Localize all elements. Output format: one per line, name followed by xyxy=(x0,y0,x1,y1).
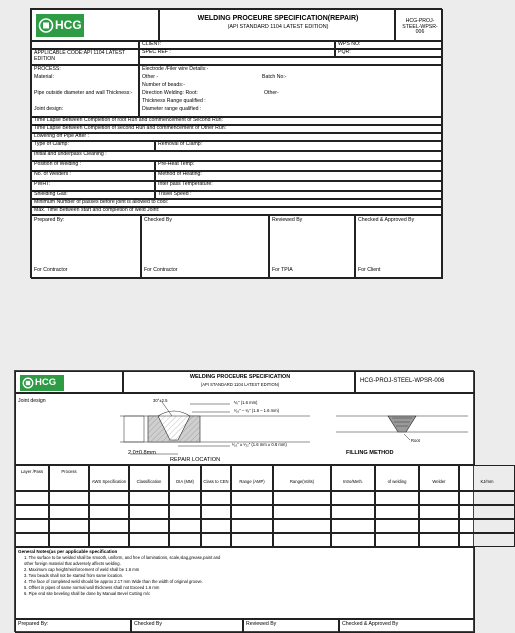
angle-label: 30°±2.5 xyxy=(153,398,168,403)
logo-text: HCG xyxy=(35,377,57,388)
time-lapse-second: Time Lapse Between Completion of second Run and commencement of Other Run: xyxy=(31,125,443,133)
hcg-logo-mark-icon xyxy=(22,377,34,389)
table-column-header: Classification xyxy=(129,465,169,491)
note-line: 4. The face of completed weld should be approx 2.17 mm Wide than the width of original groove. xyxy=(24,579,203,584)
blank-cell xyxy=(31,41,139,49)
table-cell xyxy=(419,491,459,505)
logo-cell xyxy=(15,371,123,393)
doc-code: HCG-PROJ-STEEL-WPSR-006 xyxy=(360,378,445,384)
table-cell xyxy=(169,533,201,547)
prepared-by-label: Prepared By: xyxy=(34,217,65,223)
table-cell xyxy=(201,533,231,547)
table-cell xyxy=(231,505,273,519)
batch-no-label: Batch No:- xyxy=(262,74,287,80)
table-cell xyxy=(459,519,515,533)
reviewed-by-label: Reviewed By xyxy=(272,217,303,223)
time-lapse-root: Time Lapse Between Completion of root Run and commencement of Second Run: xyxy=(31,117,443,125)
position-welding-label: Position of Welding : xyxy=(31,161,155,171)
checked-approved-by-label: Checked & Approved By xyxy=(339,619,475,633)
doc-code-cell xyxy=(355,371,475,393)
joint-design-area xyxy=(15,393,475,465)
table-cell xyxy=(89,533,129,547)
removal-clamp-label: Removal of Clamp: xyxy=(155,141,443,151)
table-cell xyxy=(375,533,419,547)
table-cell xyxy=(419,519,459,533)
table-column-header: of welding xyxy=(375,465,419,491)
table-cell xyxy=(459,505,515,519)
table-cell xyxy=(375,491,419,505)
prepared-by-cell xyxy=(31,215,141,279)
material-label: Material: xyxy=(34,74,54,80)
table-cell xyxy=(273,491,331,505)
table-column-header: KJ/mm xyxy=(459,465,515,491)
table-column-header: Range(Volts) xyxy=(273,465,331,491)
table-cell xyxy=(331,533,375,547)
checked-by-label: Checked By xyxy=(131,619,243,633)
max-time: Max. Time Between start and completion of weld Joint: xyxy=(31,207,443,215)
table-column-header: Range (AMP) xyxy=(231,465,273,491)
filling-method-label: FILLING METHOD xyxy=(346,450,394,456)
table-cell xyxy=(201,505,231,519)
pqr-label: PQR: xyxy=(335,49,443,57)
interpass-label: Inter pass Temperature: xyxy=(155,181,443,191)
beads-label: Number of beads:- xyxy=(142,82,185,88)
thickness-range-label: Thickness Range qualified : xyxy=(142,98,206,104)
hcg-logo xyxy=(36,14,84,37)
table-cell xyxy=(49,491,89,505)
table-cell xyxy=(331,519,375,533)
prepared-by-label: Prepared By: xyxy=(15,619,131,633)
electrode-label: Electrode /Filer wire Details:- xyxy=(142,66,209,72)
table-cell xyxy=(459,491,515,505)
table-cell xyxy=(331,491,375,505)
applicable-code: APPLICABLE CODE:API 1104 LATEST EDITION xyxy=(34,50,126,62)
table-cell xyxy=(201,519,231,533)
note-line: 5. Offset in pipes of same normal wall thickness shall not Exceed 1.6 mm xyxy=(24,585,160,590)
page-subtitle: (API STANDARD 1104 LATEST EDITION) xyxy=(227,24,329,30)
electrode-block xyxy=(139,65,443,117)
spec-ref-label: SPEC REF : xyxy=(139,49,335,57)
table-column-header: DIA (MM) xyxy=(169,465,201,491)
process-label: PROCESS: xyxy=(34,66,61,72)
table-column-header: Class to CEN xyxy=(201,465,231,491)
dim-d-label: 2.0±0.8mm xyxy=(128,450,156,456)
logo-cell xyxy=(31,9,159,41)
table-cell xyxy=(15,519,49,533)
checked-by-cell xyxy=(141,215,269,279)
reviewed-by-cell xyxy=(269,215,355,279)
type-clamp-label: Type of Clamp: xyxy=(31,141,155,151)
page-subtitle: (API STANDARD 1104 LATEST EDITION) xyxy=(200,382,280,387)
for-contractor-2: For Contractor xyxy=(144,267,178,273)
table-cell xyxy=(273,505,331,519)
table-cell xyxy=(231,519,273,533)
method-heating-label: Method of Heating: xyxy=(155,171,443,181)
table-cell xyxy=(169,519,201,533)
table-cell xyxy=(169,491,201,505)
hcg-logo xyxy=(20,375,64,391)
preheat-label: Pre-Heat Temp: xyxy=(155,161,443,171)
table-cell xyxy=(15,505,49,519)
joint-design-label: Joint design: xyxy=(34,106,64,112)
reviewed-by-label: Reviewed By xyxy=(243,619,339,633)
other2-label: Other- xyxy=(264,90,279,96)
note-line: other foreign material that adversely affects welding. xyxy=(24,561,121,566)
for-client: For Client xyxy=(358,267,381,273)
general-notes xyxy=(15,547,475,619)
lowering-off: Lowering off Pipe After : xyxy=(31,133,443,141)
table-cell xyxy=(459,533,515,547)
note-line: 3. Two beads shall not be started from same location. xyxy=(24,573,124,578)
table-cell xyxy=(201,491,231,505)
note-line: 6. Pipe end site beveling shall be done by Manual Bevel Cutting m/c xyxy=(24,591,151,596)
title-cell xyxy=(123,371,355,393)
direction-label: Direction Welding: Root: xyxy=(142,90,198,96)
doc-code-cell xyxy=(395,9,443,41)
shielding-gas-label: Shielding Gas: xyxy=(31,191,155,199)
joint-design-label: Joint design xyxy=(18,398,46,404)
initial-cleaning: Initial and underpass Cleaning : xyxy=(31,151,443,161)
table-cell xyxy=(129,505,169,519)
table-cell xyxy=(331,505,375,519)
blank-cell xyxy=(139,57,443,65)
table-cell xyxy=(273,533,331,547)
page-title: WELDING PROCEURE SPECIFICATION xyxy=(189,374,291,380)
title-cell xyxy=(159,9,395,41)
note-line: 1. The surface to be welded shall be smooth, uniform, and free of laminations, scale,slag,grease,paint and xyxy=(24,555,221,560)
table-header-row xyxy=(15,465,494,491)
wps-page-2 xyxy=(14,370,494,632)
table-cell xyxy=(169,505,201,519)
table-cell xyxy=(375,519,419,533)
dim-c-label: ¹⁄₁₆″ ± ¹⁄₃₂″ (1.6 mm ± 0.8 mm) xyxy=(232,442,287,447)
table-cell xyxy=(49,533,89,547)
table-column-header: AWS Specification xyxy=(89,465,129,491)
table-column-header: Intro/Meth. xyxy=(331,465,375,491)
dim-a-label: ⅙″ (1.6 mm) xyxy=(234,400,258,405)
table-column-header: Process xyxy=(49,465,89,491)
table-column-header: Layer /Pass xyxy=(15,465,49,491)
checked-approved-by-cell xyxy=(355,215,443,279)
table-cell xyxy=(49,519,89,533)
client-label: CLIENT: xyxy=(139,41,335,49)
pwht-label: PWHT: xyxy=(31,181,155,191)
diameter-range-label: Diameter range qualified : xyxy=(142,106,202,112)
table-cell xyxy=(15,491,49,505)
table-cell xyxy=(129,491,169,505)
other-label: Other - xyxy=(142,74,159,80)
min-passes: Minimum Number of passes before joint is allowed to cool: xyxy=(31,199,443,207)
travel-speed-label: Travel Speed : xyxy=(155,191,443,199)
checked-approved-by-label: Checked & Approved By xyxy=(358,217,415,223)
table-cell xyxy=(129,519,169,533)
table-cell xyxy=(231,491,273,505)
applicable-code-cell xyxy=(31,49,139,65)
wps-no-label: WPS NO: xyxy=(335,41,443,49)
table-cell xyxy=(419,505,459,519)
consumables-table xyxy=(15,465,494,547)
table-cell xyxy=(273,519,331,533)
repair-location-label: REPAIR LOCATION xyxy=(170,457,221,463)
note-line: 2. Maximum cap height/reinforcement of weld shall be 1.6 mm xyxy=(24,567,140,572)
for-tpia: For TPIA xyxy=(272,267,293,273)
table-cell xyxy=(231,533,273,547)
table-body xyxy=(15,491,475,547)
table-cell xyxy=(49,505,89,519)
process-block xyxy=(31,65,139,117)
doc-code: HCG-PROJ-STEEL-WPSR-006 xyxy=(402,18,438,36)
dim-b-label: ¹⁄₁₆″ – ¹⁄₈″ (1.6 – 1.6 mm) xyxy=(234,408,280,413)
table-cell xyxy=(129,533,169,547)
notes-title: General Notes(as per applicable specification xyxy=(18,549,118,554)
table-cell xyxy=(419,533,459,547)
checked-by-label: Checked By xyxy=(144,217,172,223)
page-title: WELDING PROCEURE SPECIFICATION(REPAIR) xyxy=(197,15,359,22)
table-cell xyxy=(89,519,129,533)
root-label: Root xyxy=(411,438,420,443)
hcg-logo-mark-icon xyxy=(38,17,54,34)
logo-text: HCG xyxy=(55,18,82,32)
table-column-header: Welder xyxy=(419,465,459,491)
no-welders-label: No. of Welders : xyxy=(31,171,155,181)
wps-repair-page-1 xyxy=(30,8,442,278)
pipe-od-label: Pipe outside diameter and wall Thickness:- xyxy=(34,90,133,96)
table-cell xyxy=(89,505,129,519)
table-cell xyxy=(375,505,419,519)
table-cell xyxy=(89,491,129,505)
filling-method-drawing xyxy=(332,410,472,450)
table-cell xyxy=(15,533,49,547)
for-contractor-1: For Contractor xyxy=(34,267,68,273)
